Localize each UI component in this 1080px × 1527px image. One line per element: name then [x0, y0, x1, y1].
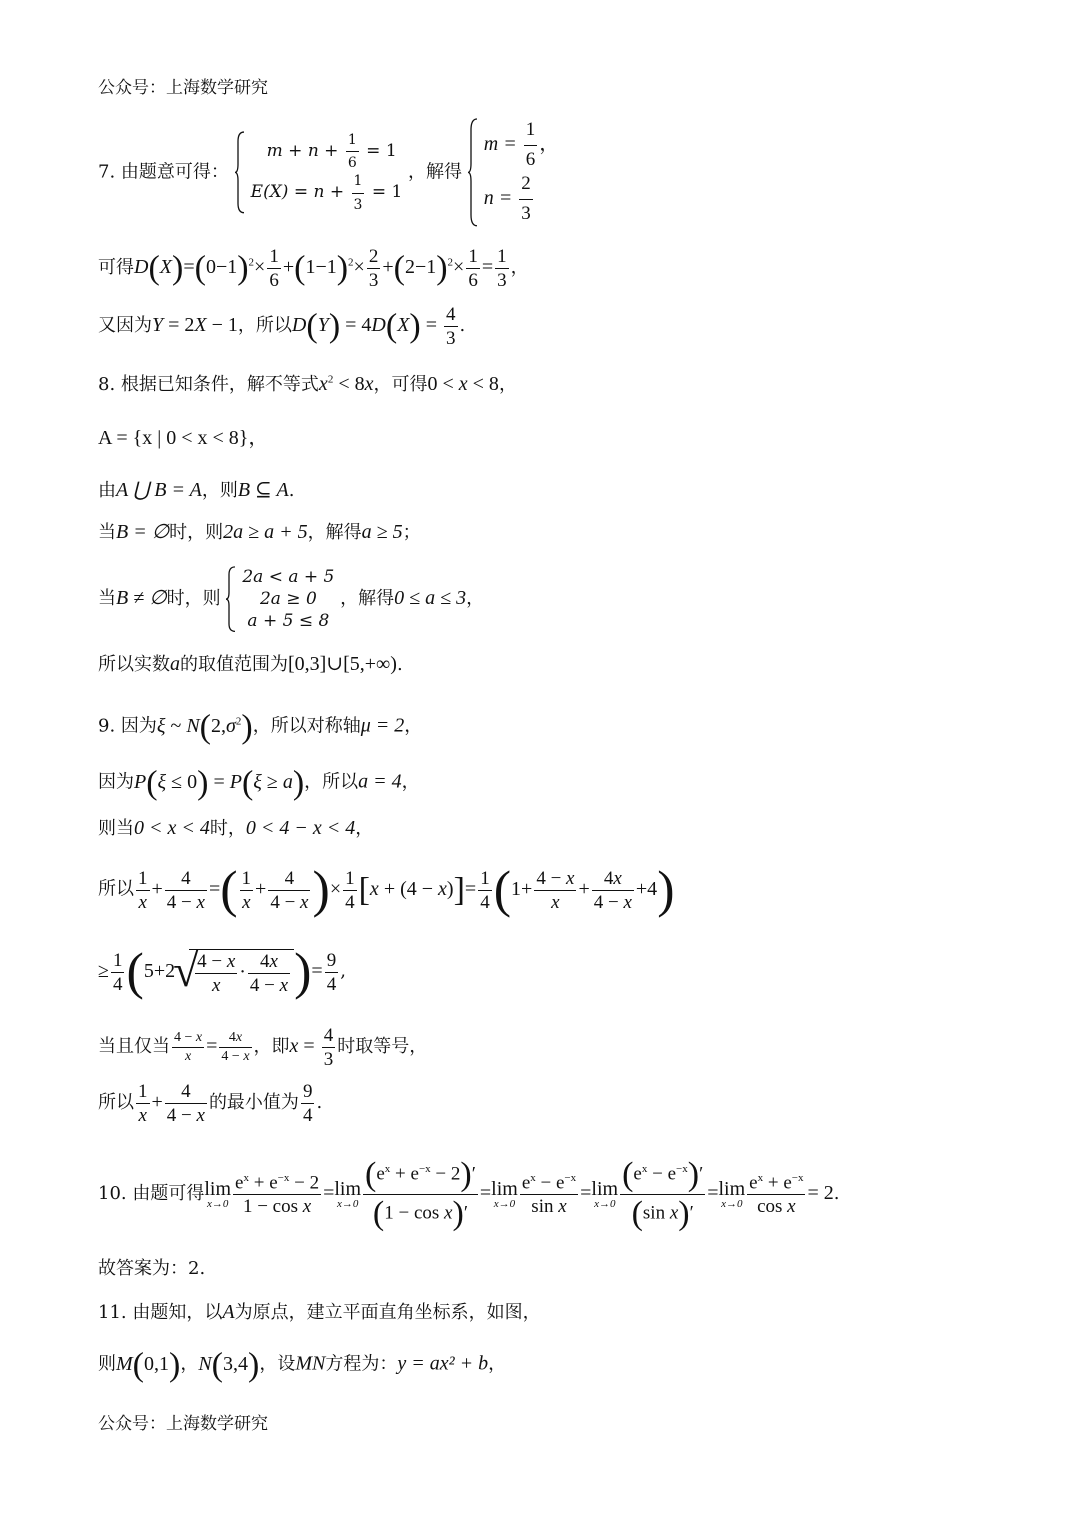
q7-system: m + n + $\frac{1}{6}$ = 1 E(X) = n + $\frac{1}{3}$ = 1	[235, 131, 403, 214]
q8-case-nonempty: 当B ≠ ∅时，则 2a < a + 5 2a ≥ 0 a + 5 ≤ 8 ，解得0 ≤ a ≤ 3，	[98, 567, 485, 632]
q7-dy-line: 又因为Y = 2X − 1，所以D(Y) = 4D(X) = $\frac{4}{3}$ .	[98, 304, 466, 349]
q9-range-line: 则当0 < x < 4时，0 < 4 − x < 4，	[98, 817, 374, 839]
q7-variance-line: 可得$D(X)=(0-1)^2\times$ $\frac{1}{6}$ $+(1-1)^2\times$ $\frac{2}{3}$ $+(2-1)^2\times$ $\frac{1}{6}$ = $\frac{1}{3}$ ，	[98, 246, 529, 291]
q10-answer: 故答案为：2.	[98, 1258, 206, 1279]
page-footer: 公众号：上海数学研究	[98, 1414, 268, 1434]
q7-lead: 由题意可得：	[120, 161, 229, 183]
q9-min-line: 所以 $\frac{1}{x}$ + $\frac{4}{4 - x}$ 的最小值为 $\frac{9}{4}$ .	[98, 1081, 323, 1126]
q9-prob-line: 因为P(ξ ≤ 0) = P(ξ ≥ a)，所以a = 4，	[98, 764, 420, 801]
q9-line1: 9. 因为ξ ~ $N(2,\sigma^2)$，所以对称轴μ = 2，	[98, 708, 423, 745]
page-header: 公众号：上海数学研究	[98, 78, 268, 98]
q8-union-line: 由A ⋃ B = A，则B ⊆ A.	[98, 479, 295, 501]
q7-line1	[98, 118, 559, 227]
q9-equality-line: 当且仅当 $\frac{4 - x}{x}$ = $\frac{4x}{4 - x}$ ，即x = $\frac{4}{3}$ 时取等号，	[98, 1025, 428, 1070]
q8-line1: 8. 根据已知条件，解不等式$x^2 < 8x$，可得0 < x < 8，	[98, 373, 517, 395]
q7-solution-system: m = $\frac{1}{6}$ ， n = $\frac{2}{3}$	[468, 118, 559, 227]
q8-system: 2a < a + 5 2a ≥ 0 a + 5 ≤ 8	[226, 566, 334, 632]
q11-line1: 11. 由题知，以A为原点，建立平面直角坐标系，如图，	[98, 1301, 541, 1323]
q7-number: 7.	[98, 161, 116, 183]
q11-line2: 则M(0,1)，N(3,4)，设MN方程为：y = ax² + b，	[98, 1346, 507, 1383]
q9-expand-line: 所以 $\frac{1}{x}$ + $\frac{4}{4 - x}$ =( $\frac{1}{x}$ + $\frac{4}{4 - x}$ )× $\frac{1}{4}$ [x + (4 − x)]= $\frac{1}{4}$ (1+ $\frac{4 - x}{x}$ + $\frac{4x}{4 - x}$ +4)	[98, 861, 675, 918]
q9-amgm-line: ≥ $\frac{1}{4}$ (5+2 √ $\frac{4 - x}{x}$ · $\frac{4x}{4 - x}$ )= $\frac{9}{4}$ ,	[98, 946, 346, 998]
q8-range-line: 所以实数a的取值范围为[0,3]∪[5,+∞).	[98, 653, 403, 675]
q8-set-a: A = {x | 0 < x < 8}，	[98, 427, 269, 449]
q7-solve-label: ，解得	[408, 161, 463, 183]
q8-case-empty: 当B = ∅时，则2a ≥ a + 5，解得a ≥ 5；	[98, 521, 421, 543]
q10-limit-line: 10. 由题可得lim x→0 $\frac{e^x + e^{-x} - 2}{\text{1 − cos x}}$ =lim x→0 $\frac{(e^x + e^{-x} - 2)'}{\text{(1 − cos x)′}}$ =lim x→0 $\frac{e^x - e^{-x}}{\text{sin x}}$ =lim x→0 $\frac{(e^x - e^{-x})'}{\text{(sin x)′}}$ =lim x→0 $\frac{e^x + e^{-x}}{\text{cos x}}$ = 2.	[98, 1156, 840, 1232]
